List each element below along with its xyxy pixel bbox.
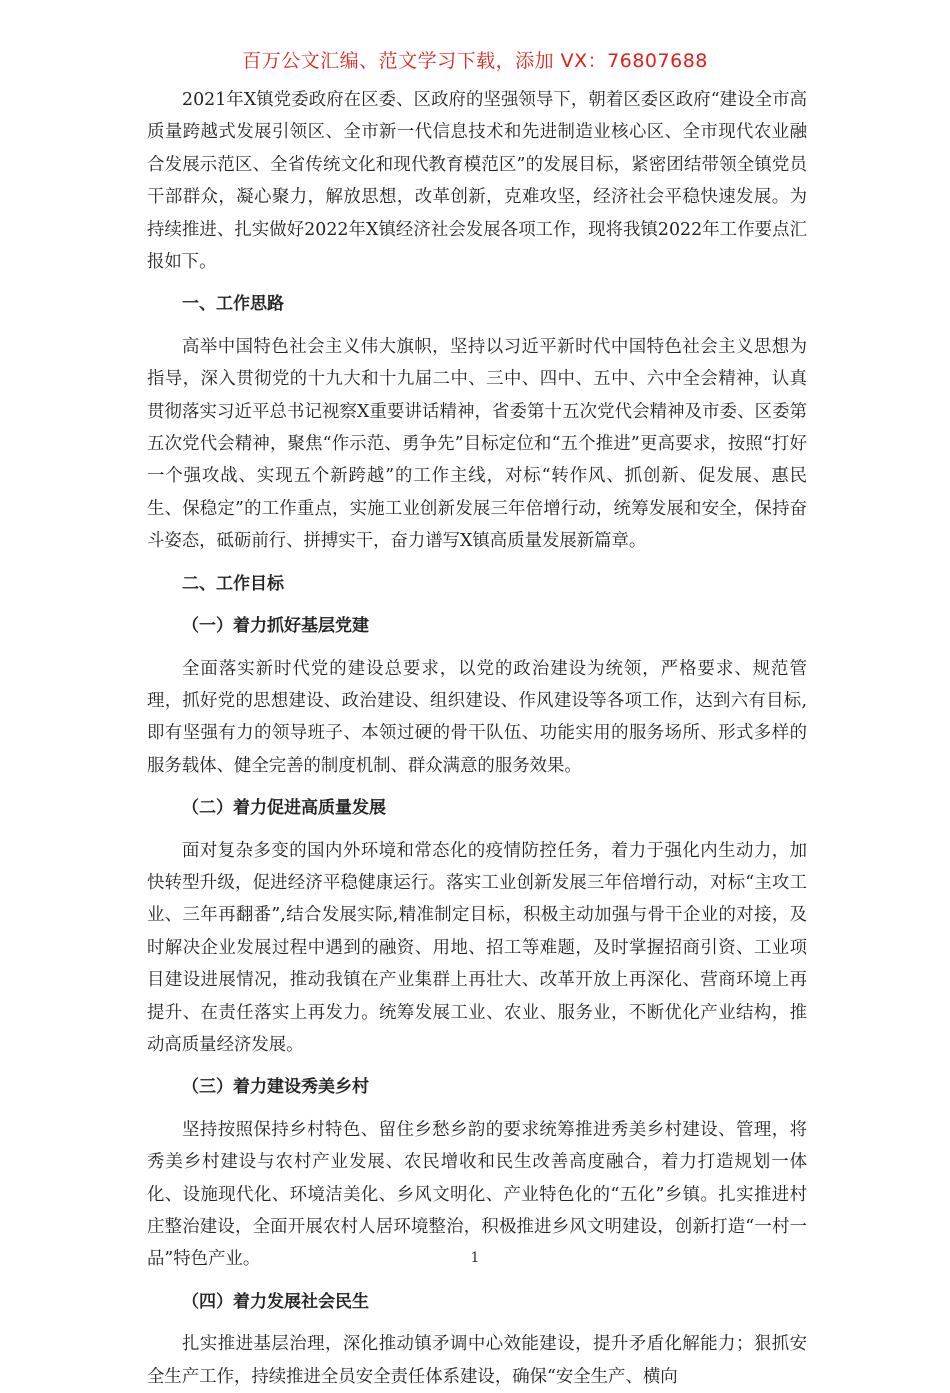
- work-approach-paragraph: 高举中国特色社会主义伟大旗帜，坚持以习近平新时代中国特色社会主义思想为指导，深入贯彻党的十九大和十九届二中、三中、四中、五中、六中全会精神，认真贯彻落实习近平总书记视察X重要讲话精神，省委第十五次党代会精神及市委、区委第五次党代会精神，聚焦“作示范、勇争先”目标定位和“五个推进”更高要求，按照“打好一个强攻战、实现五个新跨越”的工作主线，对标“转作风、抓创新、促发展、惠民生、保稳定”的工作重点，实施工业创新发展三年倍增行动，统筹发展和安全，保持奋斗姿态，砥砺前行、拼搏实干，奋力谱写X镇高质量发展新篇章。: [147, 336, 807, 552]
- subheading-social-livelihood: （四）着力发展社会民生: [182, 1291, 369, 1312]
- beautiful-village-paragraph: 坚持按照保持乡村特色、留住乡愁乡韵的要求统筹推进秀美乡村建设、管理，将秀美乡村建设与农村产业发展、农民增收和民生改善高度融合，着力打造规划一体化、设施现代化、环境洁美化、乡风文明化、产业特色化的“五化”乡镇。扎实推进村庄整治建设，全面开展农村人居环境整治，积极推进乡风文明建设，创新打造“一村一品”特色产业。: [147, 1119, 807, 1270]
- promo-banner: 百万公文汇编、范文学习下载，添加 VX：76807688: [242, 50, 708, 72]
- section-heading-work-approach: 一、工作思路: [182, 294, 284, 315]
- subheading-party-building: （一）着力抓好基层党建: [182, 616, 369, 637]
- quality-development-paragraph: 面对复杂多变的国内外环境和常态化的疫情防控任务，着力于强化内生动力，加快转型升级，促进经济平稳健康运行。落实工业创新发展三年倍增行动，对标“主攻工业、三年再翻番”,结合发展实际,精准制定目标，积极主动加强与骨干企业的对接，及时解决企业发展过程中遇到的融资、用地、招工等难题，及时掌握招商引资、工业项目建设进展情况，推动我镇在产业集群上再壮大、改革开放上再深化、营商环境上再提升、在责任落实上再发力。统筹发展工业、农业、服务业，不断优化产业结构，推动高质量经济发展。: [147, 840, 807, 1055]
- page-number: 1: [470, 1250, 480, 1266]
- subheading-quality-development: （二）着力促进高质量发展: [182, 798, 386, 819]
- section-heading-work-goals: 二、工作目标: [182, 573, 284, 594]
- intro-paragraph: 2021年X镇党委政府在区委、区政府的坚强领导下，朝着区委区政府“建设全市高质量跨越式发展引领区、全市新一代信息技术和先进制造业核心区、全市现代农业融合发展示范区、全省传统文化和现代教育模范区”的发展目标，紧密团结带领全镇党员干部群众，凝心聚力，解放思想，改革创新，克难攻坚，经济社会平稳快速发展。为持续推进、扎实做好2022年X镇经济社会发展各项工作，现将我镇2022年工作要点汇报如下。: [147, 90, 807, 273]
- party-building-paragraph: 全面落实新时代党的建设总要求，以党的政治建设为统领，严格要求、规范管理，抓好党的思想建设、政治建设、组织建设、作风建设等各项工作，达到六有目标,即有坚强有力的领导班子、本领过硬的骨干队伍、功能实用的服务场所、形式多样的服务载体、健全完善的制度机制、群众满意的服务效果。: [147, 658, 807, 776]
- subheading-beautiful-village: （三）着力建设秀美乡村: [182, 1077, 369, 1098]
- social-livelihood-paragraph: 扎实推进基层治理，深化推动镇矛调中心效能建设，提升矛盾化解能力；狠抓安全生产工作，持续推进全员安全责任体系建设，确保“安全生产、横向: [147, 1334, 807, 1387]
- document-body: [147, 84, 807, 1393]
